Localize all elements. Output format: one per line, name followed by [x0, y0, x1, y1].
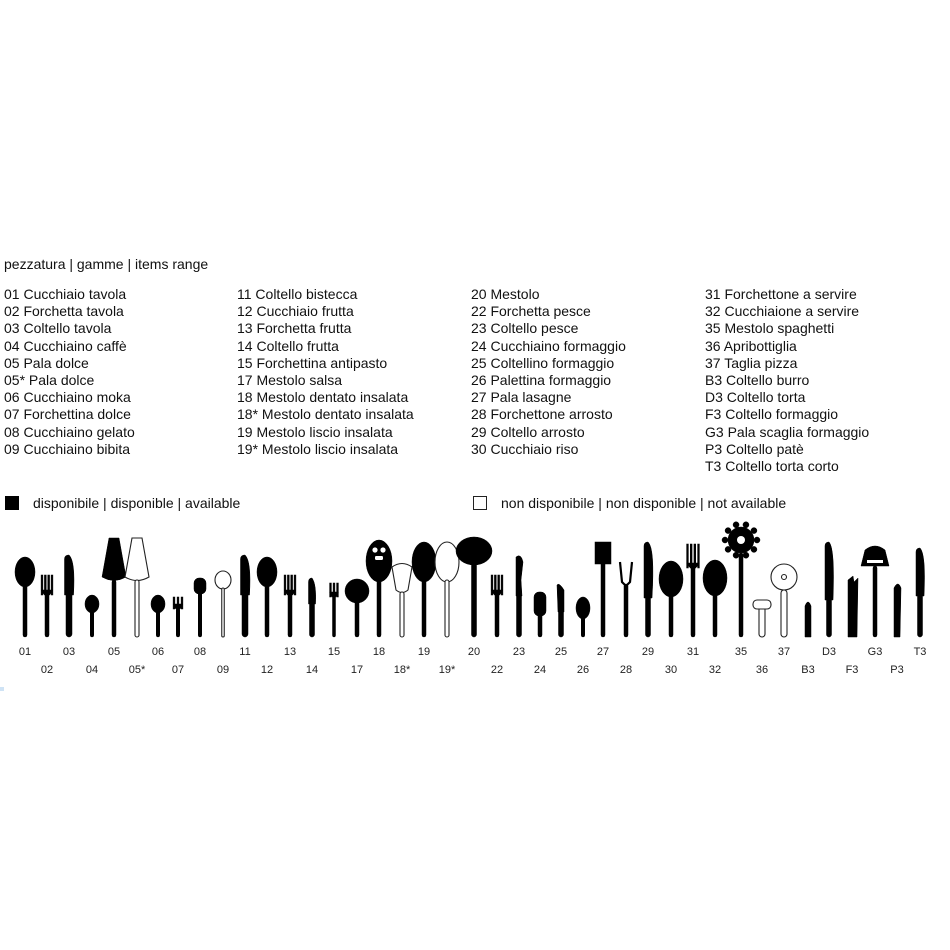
- corner-mark: [0, 687, 4, 691]
- utensil-icon-T3: [916, 548, 925, 637]
- item-label: 26 Palettina formaggio: [471, 371, 612, 388]
- item-label: 12 Cucchiaio frutta: [237, 303, 354, 320]
- item-label: 28 Forchettone arrosto: [471, 406, 613, 423]
- item-label: P3 Coltello patè: [705, 440, 804, 457]
- item-label: T3 Coltello torta corto: [705, 457, 839, 474]
- utensil-icon-36: [753, 600, 771, 637]
- utensil-icon-03: [65, 555, 74, 637]
- filled-square-icon: [5, 496, 19, 510]
- utensil-code-label: 17: [350, 664, 364, 676]
- item-label: 15 Forchettina antipasto: [237, 354, 388, 371]
- item-label: 11 Coltello bistecca: [237, 286, 358, 302]
- item-label: 17 Mestolo salsa: [237, 371, 343, 388]
- utensil-icon-08: [194, 578, 206, 637]
- utensil-code-label: 09: [216, 664, 230, 676]
- utensil-code-label: 24: [533, 664, 547, 676]
- legend-available-label: disponibile | disponible | available: [33, 495, 241, 511]
- item-label: 13 Forchetta frutta: [237, 320, 352, 337]
- item-label: F3 Coltello formaggio: [705, 406, 839, 423]
- item-label: 24 Cucchiaino formaggio: [471, 337, 626, 354]
- item-label: 23 Coltello pesce: [471, 320, 579, 337]
- utensil-code-label: 12: [260, 664, 274, 676]
- items-column-3: [471, 286, 626, 458]
- utensil-icon-35: [722, 522, 760, 637]
- utensil-code-label: D3: [821, 646, 837, 658]
- utensil-icon-02: [41, 575, 53, 637]
- utensil-code-label: 20: [467, 646, 481, 658]
- utensil-code-label: 31: [686, 646, 700, 658]
- utensil-code-label: 22: [490, 664, 504, 676]
- utensil-icon-D3: [825, 542, 834, 637]
- item-label: 09 Cucchiaino bibita: [4, 440, 131, 457]
- item-label: 22 Forchetta pesce: [471, 303, 591, 320]
- utensil-icon-17: [345, 579, 369, 637]
- utensil-code-label: 07: [171, 664, 185, 676]
- item-label: 19* Mestolo liscio insalata: [237, 440, 399, 457]
- item-label: 37 Taglia pizza: [705, 354, 798, 371]
- utensil-code-label: 13: [283, 646, 297, 658]
- item-label: 31 Forchettone a servire: [705, 286, 857, 302]
- utensil-icon-F3: [848, 576, 858, 637]
- utensil-icon-G3: [861, 546, 889, 637]
- utensil-icon-20: [456, 537, 492, 637]
- utensil-code-label: 14: [305, 664, 319, 676]
- item-label: 20 Mestolo: [471, 286, 540, 302]
- utensil-code-label: 26: [576, 664, 590, 676]
- utensil-code-label: 03: [62, 646, 76, 658]
- utensil-code-label: 18: [372, 646, 386, 658]
- utensil-code-label: 19*: [438, 664, 456, 676]
- utensil-code-label: G3: [867, 646, 883, 658]
- utensil-icon-31: [687, 544, 700, 637]
- utensil-icon-15: [330, 583, 339, 637]
- item-label: G3 Pala scaglia formaggio: [705, 423, 870, 440]
- utensil-code-label: 05*: [128, 664, 146, 676]
- item-label: 06 Cucchiaino moka: [4, 389, 131, 406]
- item-label: 18 Mestolo dentato insalata: [237, 389, 409, 406]
- item-label: 04 Cucchiaino caffè: [4, 337, 127, 354]
- utensil-code-label: 19: [417, 646, 431, 658]
- utensil-code-label: F3: [845, 664, 859, 676]
- utensil-code-label: 29: [641, 646, 655, 658]
- utensil-icon-07: [173, 597, 183, 637]
- utensil-icon-24: [534, 592, 546, 637]
- utensil-code-label: 23: [512, 646, 526, 658]
- utensil-icon-23: [516, 556, 523, 637]
- item-label: 14 Coltello frutta: [237, 337, 339, 354]
- utensil-icon-P3: [894, 584, 901, 637]
- item-label: 36 Apribottiglia: [705, 337, 797, 354]
- item-label: B3 Coltello burro: [705, 371, 810, 388]
- legend-not-available: [473, 495, 786, 511]
- page-title: pezzatura | gamme | items range: [4, 256, 209, 272]
- utensil-icon-30: [659, 561, 683, 637]
- utensil-icon-18: [366, 540, 392, 637]
- utensil-code-label: 32: [708, 664, 722, 676]
- legend-not-available-label: non disponibile | non disponible | not available: [501, 495, 787, 511]
- utensil-icon-06: [151, 595, 165, 637]
- utensil-code-label: 01: [18, 646, 32, 658]
- utensil-code-label: 05: [107, 646, 121, 658]
- items-column-2: [237, 286, 414, 458]
- utensil-icon-05: [102, 538, 126, 637]
- empty-square-icon: [473, 496, 487, 510]
- utensil-icon-04: [85, 595, 99, 637]
- utensil-icon-32: [703, 560, 727, 637]
- utensil-icon-19: [412, 542, 436, 637]
- utensil-code-label: 36: [755, 664, 769, 676]
- utensil-code-label: 08: [193, 646, 207, 658]
- utensil-icon-B3: [805, 602, 811, 637]
- utensil-icon-28: [620, 562, 632, 637]
- utensil-code-label: 30: [664, 664, 678, 676]
- item-label: 05* Pala dolce: [4, 371, 95, 388]
- utensil-code-label: 04: [85, 664, 99, 676]
- utensil-icon-05-star: [125, 538, 149, 637]
- utensil-icon-18-star: [392, 564, 412, 638]
- utensil-icon-19-star: [435, 542, 459, 637]
- utensil-code-label: 37: [777, 646, 791, 658]
- utensil-code-label: 25: [554, 646, 568, 658]
- item-label: 35 Mestolo spaghetti: [705, 320, 835, 337]
- utensil-icon-13: [284, 575, 296, 637]
- utensil-icon-29: [644, 542, 653, 637]
- item-label: 07 Forchettina dolce: [4, 406, 131, 423]
- legend-available: [5, 495, 240, 511]
- item-label: 05 Pala dolce: [4, 354, 89, 371]
- utensil-icon-22: [491, 575, 503, 637]
- items-column-4: [705, 286, 869, 475]
- utensil-code-label: 06: [151, 646, 165, 658]
- utensil-icon-11: [241, 555, 250, 637]
- utensil-code-label: 18*: [393, 664, 411, 676]
- utensil-icon-14: [309, 578, 316, 637]
- item-label: 30 Cucchiaio riso: [471, 440, 579, 457]
- utensil-code-label: 11: [239, 646, 251, 658]
- utensil-code-label: P3: [890, 664, 904, 676]
- item-label: 08 Cucchiaino gelato: [4, 423, 135, 440]
- item-label: 32 Cucchiaione a servire: [705, 303, 860, 320]
- item-label: D3 Coltello torta: [705, 389, 806, 406]
- item-label: 02 Forchetta tavola: [4, 303, 124, 320]
- utensil-code-label: 27: [596, 646, 610, 658]
- utensil-icon-26: [576, 597, 590, 637]
- utensil-code-label: T3: [913, 646, 927, 658]
- item-label: 25 Coltellino formaggio: [471, 354, 615, 371]
- item-label: 29 Coltello arrosto: [471, 423, 585, 440]
- items-column-1: [4, 286, 135, 458]
- utensil-icon-27: [595, 542, 611, 637]
- utensil-silhouettes-strip: [0, 520, 950, 685]
- utensil-code-label: 02: [40, 664, 54, 676]
- item-label: 18* Mestolo dentato insalata: [237, 406, 414, 423]
- utensil-icon-37: [771, 564, 797, 637]
- item-label: 19 Mestolo liscio insalata: [237, 423, 393, 440]
- utensil-icon-01: [15, 557, 35, 637]
- utensil-icon-09: [215, 571, 231, 637]
- utensil-icon-12: [257, 557, 277, 637]
- utensil-code-label: 35: [734, 646, 748, 658]
- item-label: 27 Pala lasagne: [471, 389, 572, 406]
- item-label: 01 Cucchiaio tavola: [4, 286, 127, 302]
- utensil-code-label: B3: [801, 664, 815, 676]
- item-label: 03 Coltello tavola: [4, 320, 112, 337]
- utensil-code-label: 15: [327, 646, 341, 658]
- utensil-icon-25: [557, 584, 564, 637]
- utensil-code-label: 28: [619, 664, 633, 676]
